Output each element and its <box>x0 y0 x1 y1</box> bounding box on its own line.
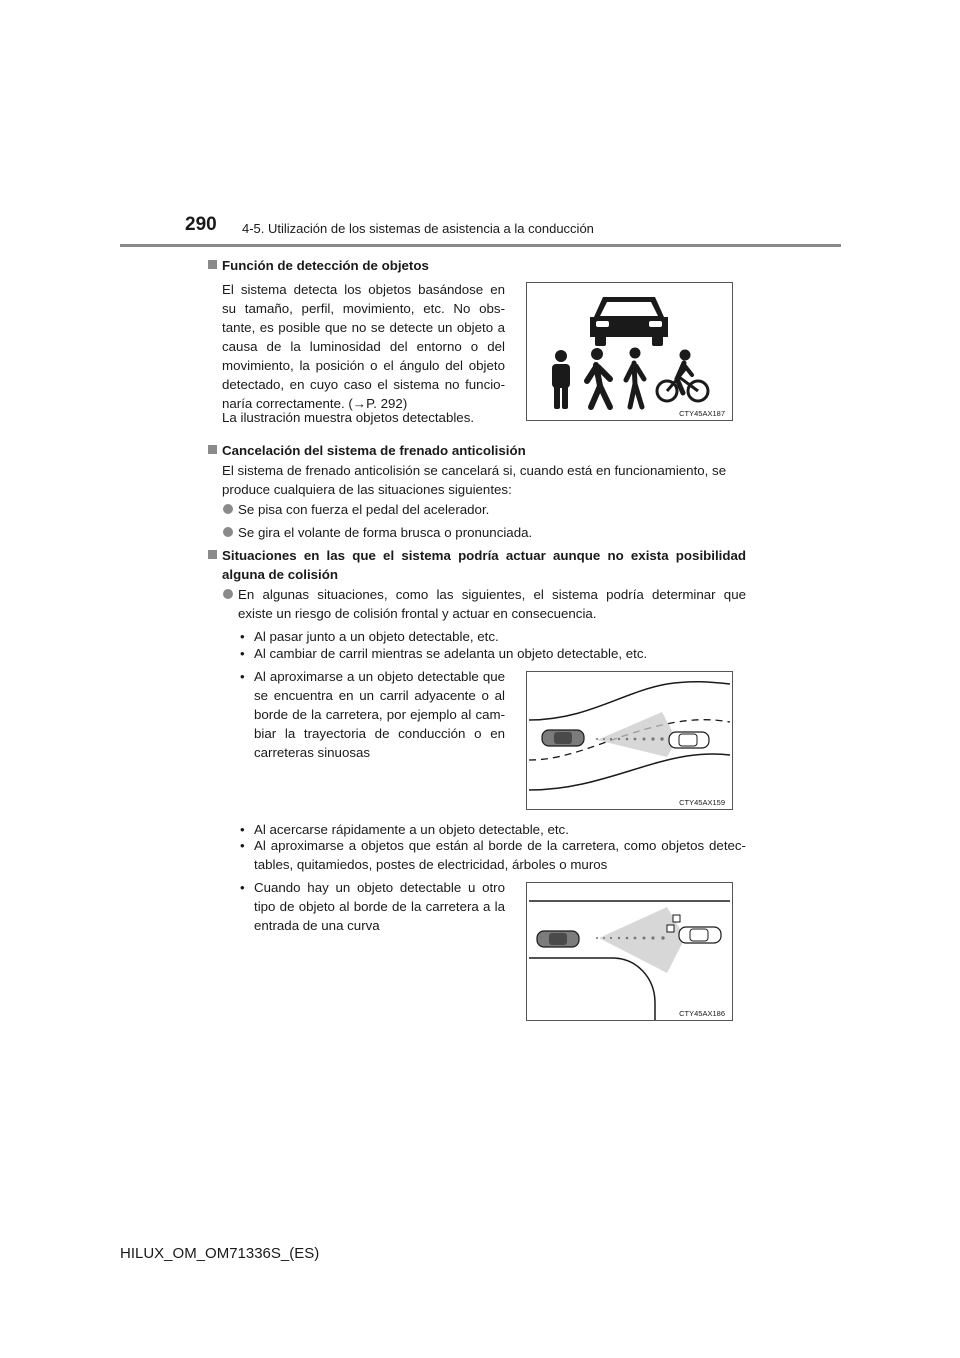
item-passing-object: • Al pasar junto a un objeto detectable, etc. <box>240 629 499 644</box>
item-curve-entrance: • Cuando hay un objeto detectable u otro tipo de objeto al borde de la carretera a la entrada de una curva <box>240 880 505 933</box>
object-detection-caption: La ilustración muestra objetos detectables. <box>222 410 475 425</box>
item-curve-road: • Al aproximarse a un objeto detectable que se encuentra en un carril adyacente o al borde de la carretera, por ejemplo al cam- biar la trayectoria de conducción o en carreteras sinuosas <box>240 669 505 760</box>
figure-curved-road <box>526 671 733 810</box>
cancellation-bullet-1: Se pisa con fuerza el pedal del acelerador. <box>238 500 489 519</box>
child-pedestrian-icon <box>626 348 644 408</box>
round-bullet-icon <box>223 504 233 514</box>
round-bullet-icon <box>223 589 233 599</box>
own-car-icon <box>542 730 584 746</box>
figure-curve-entrance <box>526 882 733 1021</box>
item-changing-lane: • Al cambiar de carril mientras se adelanta un objeto detectable, etc. <box>240 646 648 661</box>
page-number: 290 <box>185 214 217 235</box>
cancellation-paragraph: El sistema de frenado anticolisión se cancelará si, cuando está en funcionamiento, se produce cualquiera de las situaciones siguientes: <box>222 463 727 497</box>
heading-cancellation: Cancelación del sistema de frenado anticolisión <box>222 441 526 460</box>
header-rule <box>120 244 841 247</box>
cyclist-icon <box>657 350 708 402</box>
item-roadside-objects: • Al aproximarse a objetos que están al borde de la carretera, como objetos detec- tables, quitamiedos, postes de electricidad, árboles o muros <box>240 838 746 872</box>
section-header: 4-5. Utilización de los sistemas de asistencia a la conducción <box>242 221 594 236</box>
heading-false-activation: Situaciones en las que el sistema podría actuar aunque no exista posibilidad alguna de colisión <box>222 546 746 584</box>
figure-code: CTY45AX187 <box>679 409 725 418</box>
square-bullet-icon <box>208 550 217 559</box>
figure-code: CTY45AX186 <box>679 1009 725 1018</box>
car-front-icon <box>590 297 668 346</box>
figure-detectable-objects <box>526 282 733 421</box>
figure-code: CTY45AX159 <box>679 798 725 807</box>
object-detection-paragraph: El sistema detecta los objetos basándose en su tamaño, perfil, movimiento, etc. No obs- tante, es posible que no se detecte un objeto a causa de la luminosidad del entorno o del movimiento, la posición o el ángulo del objeto detectado, en cuyo caso el sistema no funcio- naría correctamente. (→P. 292) <box>222 282 505 411</box>
square-bullet-icon <box>208 260 217 269</box>
standing-pedestrian-icon <box>552 350 570 409</box>
own-car-icon <box>537 931 579 947</box>
square-bullet-icon <box>208 445 217 454</box>
document-footer: HILUX_OM_OM71336S_(ES) <box>120 1245 320 1262</box>
heading-object-detection: Función de detección de objetos <box>222 256 429 275</box>
walking-pedestrian-icon <box>587 348 610 407</box>
other-car-icon <box>669 732 709 748</box>
false-activation-bullet: En algunas situaciones, como las siguientes, el sistema podría determinar que existe un riesgo de colisión frontal y actuar en consecuencia. <box>238 585 746 623</box>
item-approaching-fast: • Al acercarse rápidamente a un objeto detectable, etc. <box>240 822 569 837</box>
round-bullet-icon <box>223 527 233 537</box>
other-car-icon <box>679 927 721 943</box>
cancellation-bullet-2: Se gira el volante de forma brusca o pronunciada. <box>238 523 532 542</box>
